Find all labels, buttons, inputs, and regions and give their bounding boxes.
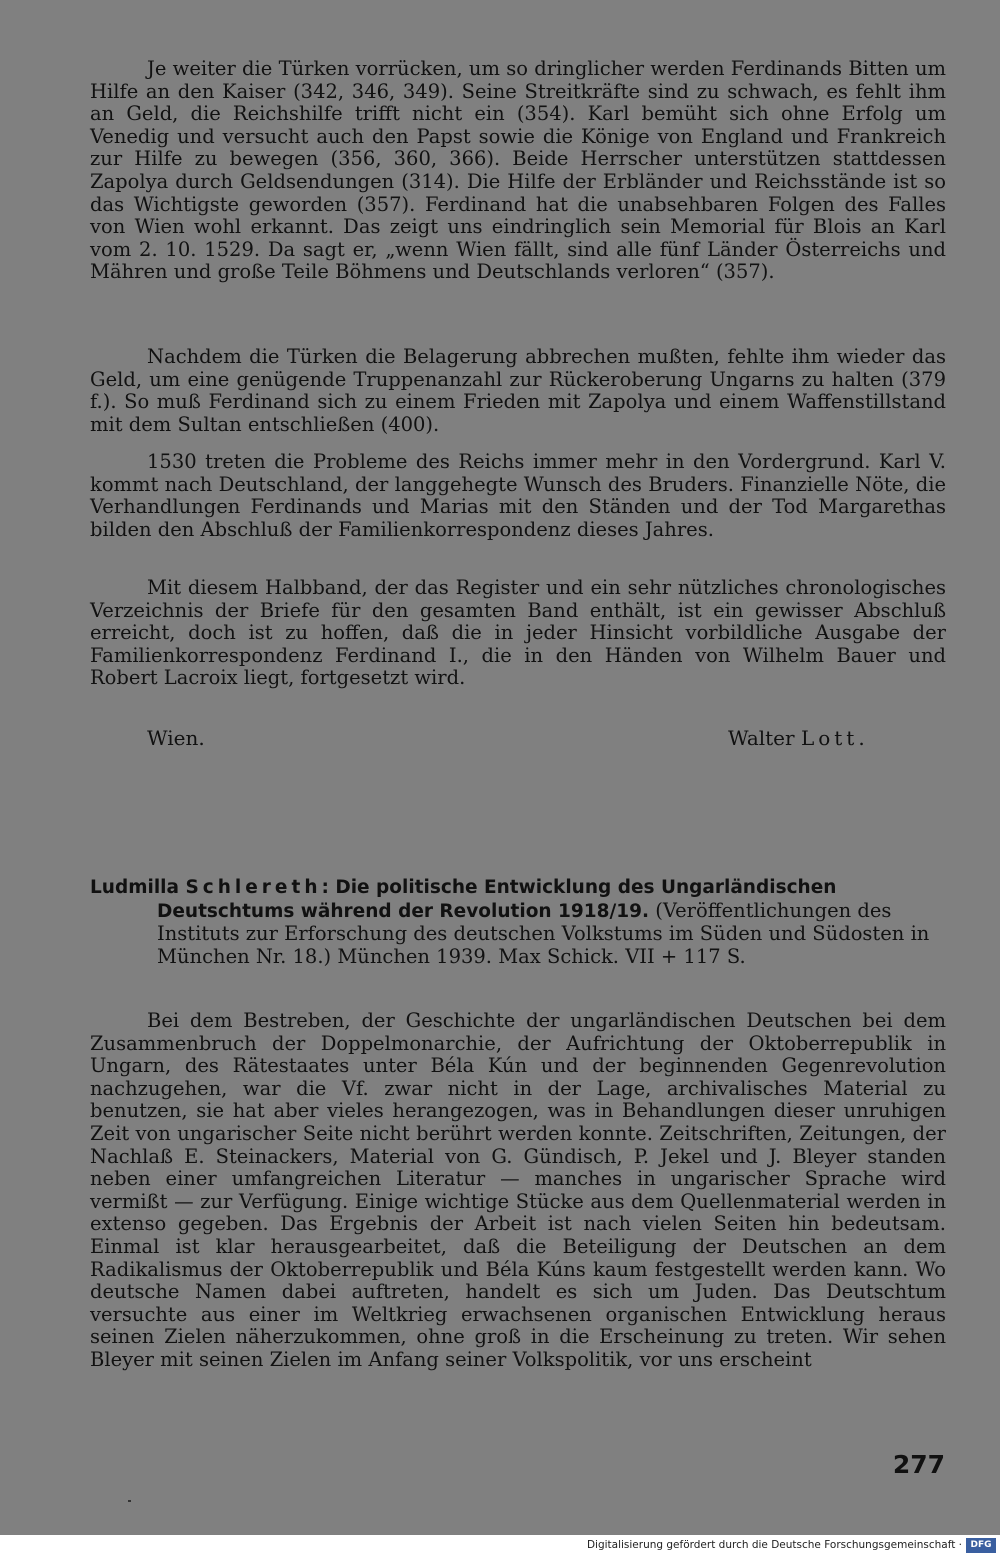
reviewer-last-name: Lott. [800,726,869,750]
page-number: 277 [892,1450,945,1479]
reviewer-first-name: Walter [728,726,795,750]
digitization-footer [0,1535,1000,1557]
review2-publication-details: (Veröffentlichungen des Instituts zur Erforschung des deutschen Volkstums im Süden und Südosten in München Nr. 18.) München 1939. Max Schick. VII + 117 S. [157,898,930,968]
scan-mark [128,1500,131,1502]
review2-author-first: Ludmilla [90,877,179,898]
footer-credit-text: Digitalisierung gefördert durch die Deutsche Forschungsgemeinschaft · [586,1539,962,1551]
signature-reviewer [728,726,869,750]
review1-paragraph-2: Nachdem die Türken die Belagerung abbrechen mußten, fehlte ihm wieder das Geld, um eine genügende Truppenanzahl zur Rückeroberung Ungarns zu halten (379 f.). So muß Ferdinand sich zu einem Frieden mit Zapolya und einem Waffenstillstand mit dem Sultan entschließen (400). [90,345,946,436]
review1-paragraph-4: Mit diesem Halbband, der das Register und ein sehr nützliches chronologisches Verzeichnis der Briefe für den gesamten Band enthält, ist ein gewisser Abschluß erreicht, doch ist zu hoffen, daß die in jeder Hinsicht vorbildliche Ausgabe der Familienkorrespondenz Ferdinand I., die in den Händen von Wilhelm Bauer und Robert Lacroix liegt, fortgesetzt wird. [90,576,946,690]
review2-author-last: Schlereth [185,877,322,898]
review2-paragraph-1: Bei dem Bestreben, der Geschichte der ungarländischen Deutschen bei dem Zusammenbruch der Doppelmonarchie, der Aufrichtung der Oktoberrepublik in Ungarn, des Rätestaates unter Béla Kún und der beginnenden Gegenrevolution nachzugehen, war die Vf. zwar nicht in der Lage, archivalisches Material zu benutzen, sie hat aber vieles herangezogen, was in Behandlungen dieser unruhigen Zeit von ungarischer Seite nicht berührt werden konnte. Zeitschriften, Zeitungen, der Nachlaß E. Steinackers, Material von G. Gündisch, P. Jekel und J. Bleyer standen neben einer umfangreichen Literatur — manches in ungarischer Sprache wird vermißt — zur Verfügung. Einige wichtige Stücke aus dem Quellenmaterial werden in extenso gegeben. Das Ergebnis der Arbeit ist nach vielen Seiten hin bedeutsam. Einmal ist klar herausgearbeitet, daß die Beteiligung der Deutschen an dem Radikalismus der Oktoberrepublik und Béla Kúns kaum festgestellt werden kann. Wo deutsche Namen dabei auftreten, handelt es sich um Juden. Das Deutschtum versuchte aus einer im Weltkrieg erwachsenen organischen Entwicklung heraus seinen Zielen näherzukommen, ohne groß in die Erscheinung zu treten. Wir sehen Bleyer mit seinen Zielen im Anfang seiner Volkspolitik, vor uns erscheint [90,1009,946,1371]
review1-paragraph-1: Je weiter die Türken vorrücken, um so dringlicher werden Ferdinands Bitten um Hilfe an den Kaiser (342, 346, 349). Seine Streitkräfte sind zu schwach, es fehlt ihm an Geld, die Reichshilfe trifft nicht ein (354). Karl bemüht sich ohne Erfolg um Venedig und versucht auch den Papst sowie die Könige von England und Frankreich zur Hilfe zu bewegen (356, 360, 366). Beide Herrscher unterstützen stattdessen Zapolya durch Geldsendungen (314). Die Hilfe der Erbländer und Reichsstände ist so das Wichtigste geworden (357). Ferdinand hat die unabsehbaren Folgen des Falles von Wien wohl erkannt. Das zeigt uns eindringlich sein Memorial für Blois an Karl vom 2. 10. 1529. Da sagt er, „wenn Wien fällt, sind alle fünf Länder Österreichs und Mähren und große Teile Böhmens und Deutschlands verloren“ (357). [90,57,946,284]
signature-place: Wien. [147,726,205,750]
review2-bibliographic-heading [90,876,946,968]
review2-book-title: : Die politische Entwicklung des Ungarländischen Deutschtums während der Revolution 1918/19. [157,877,837,922]
review1-paragraph-3: 1530 treten die Probleme des Reichs immer mehr in den Vordergrund. Karl V. kommt nach Deutschland, der langgehegte Wunsch des Bruders. Finanzielle Nöte, die Verhandlungen Ferdinands und Marias mit den Ständen und der Tod Margarethas bilden den Abschluß der Familienkorrespondenz dieses Jahres. [90,450,946,541]
dfg-logo-icon: DFG [966,1538,996,1553]
